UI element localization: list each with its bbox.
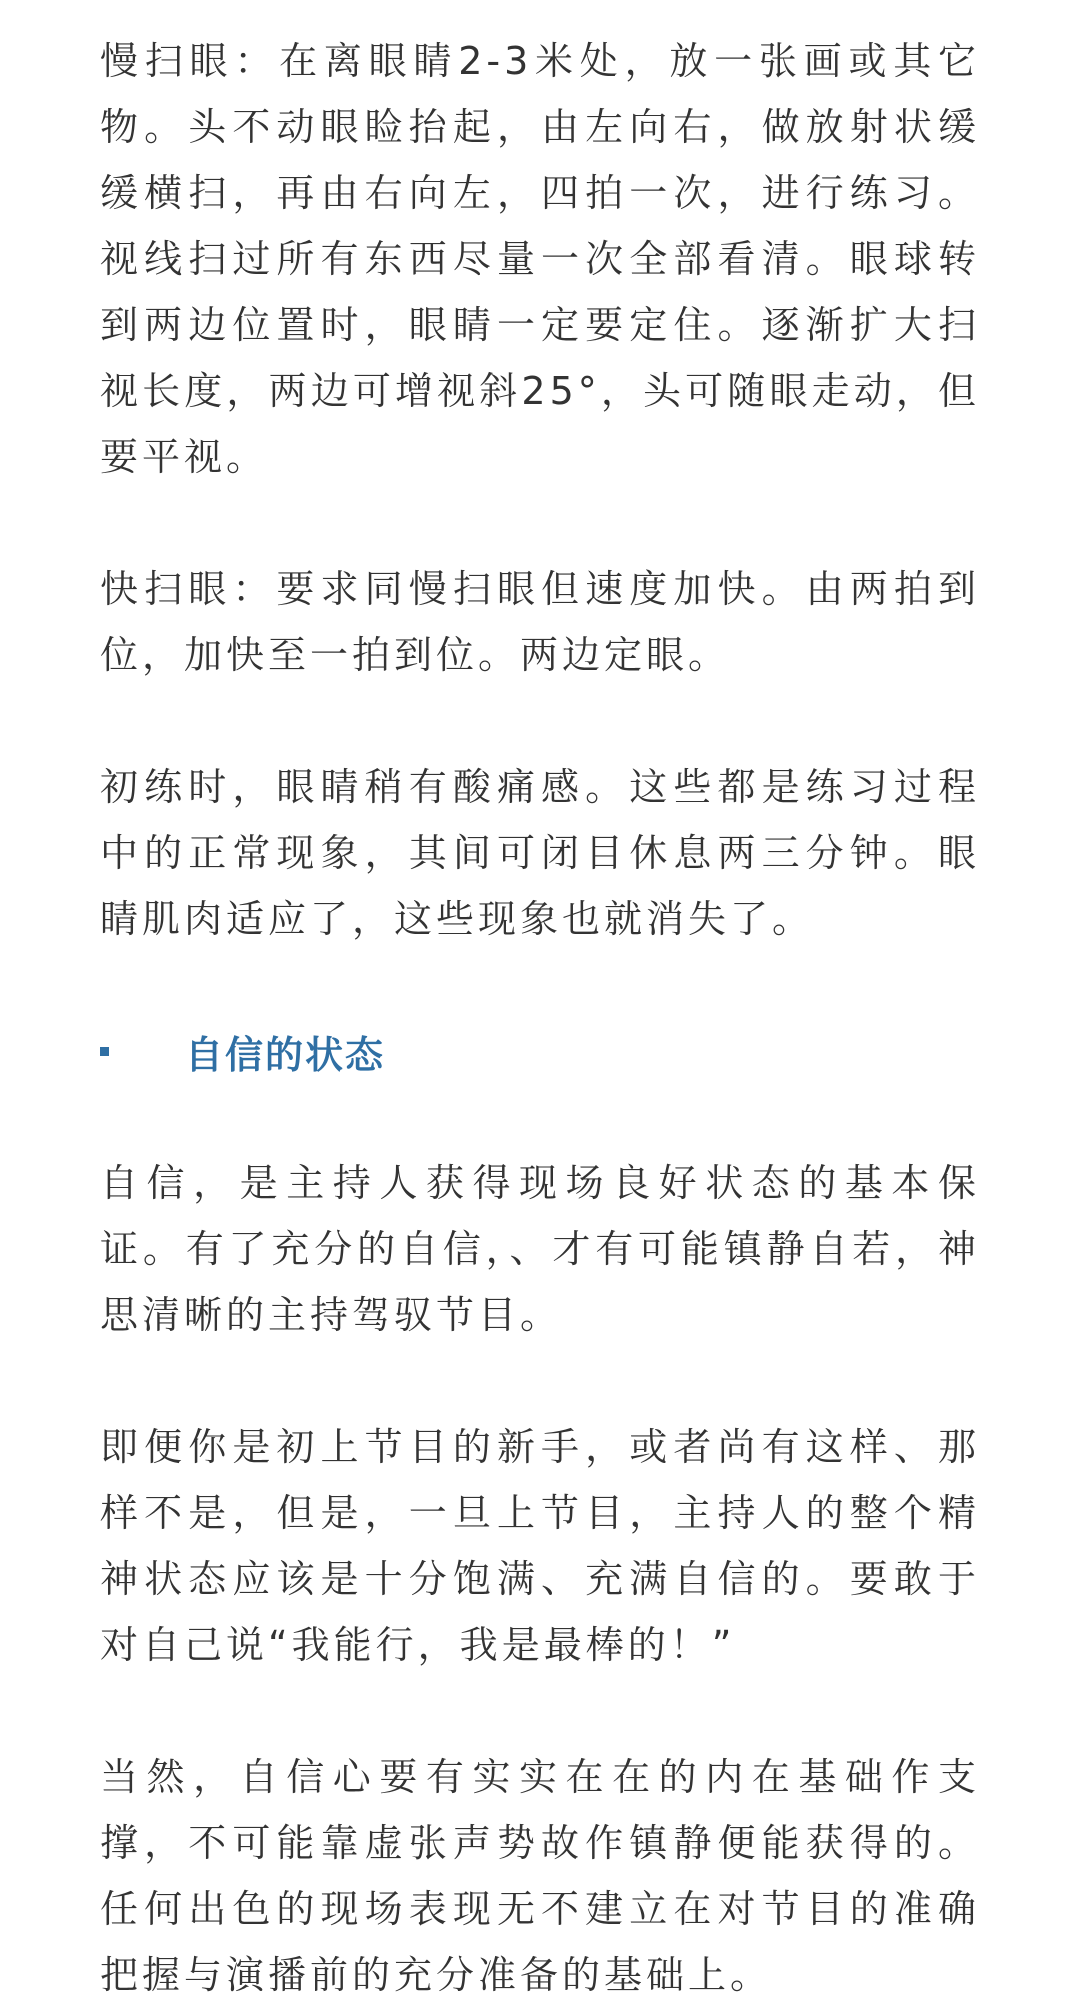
paragraph-initial-practice: 初练时，眼睛稍有酸痛感。这些都是练习过程中的正常现象，其间可闭目休息两三分钟。眼睛肌肉适应了，这些现象也就消失了。 bbox=[100, 765, 980, 941]
section-heading bbox=[100, 1018, 980, 1084]
paragraph-slow-scan: 慢扫眼：在离眼睛2-3米处，放一张画或其它物。头不动眼睑抬起，由左向右，做放射状缓缓横扫，再由右向左，四拍一次，进行练习。视线扫过所有东西尽量一次全部看清。眼球转到两边位置时，眼睛一定要定住。逐渐扩大扫视长度，两边可增视斜25°，头可随眼走动，但要平视。 bbox=[100, 39, 980, 479]
paragraph-gap bbox=[100, 1678, 980, 1744]
paragraph-confidence-intro: 自信，是主持人获得现场良好状态的基本保证。有了充分的自信，、才有可能镇静自若，神思清晰的主持驾驭节目。 bbox=[100, 1161, 980, 1337]
paragraph-gap bbox=[100, 952, 980, 1018]
paragraph-fast-scan: 快扫眼：要求同慢扫眼但速度加快。由两拍到位，加快至一拍到位。两边定眼。 bbox=[100, 567, 980, 677]
article-body bbox=[100, 28, 980, 2008]
paragraph-newcomer: 即便你是初上节目的新手，或者尚有这样、那样不是，但是，一旦上节目，主持人的整个精神状态应该是十分饱满、充满自信的。要敢于对自己说“我能行，我是最棒的！” bbox=[100, 1425, 980, 1667]
square-bullet-icon bbox=[100, 1047, 109, 1056]
paragraph-gap bbox=[100, 688, 980, 754]
paragraph-foundation: 当然，自信心要有实实在在的内在基础作支撑，不可能靠虚张声势故作镇静便能获得的。任何出色的现场表现无不建立在对节目的准确把握与演播前的充分准备的基础上。 bbox=[100, 1755, 980, 1997]
paragraph-gap bbox=[100, 1084, 980, 1150]
paragraph-gap bbox=[100, 490, 980, 556]
section-heading-text: 自信的状态 bbox=[185, 1032, 386, 1077]
paragraph-gap bbox=[100, 1348, 980, 1414]
